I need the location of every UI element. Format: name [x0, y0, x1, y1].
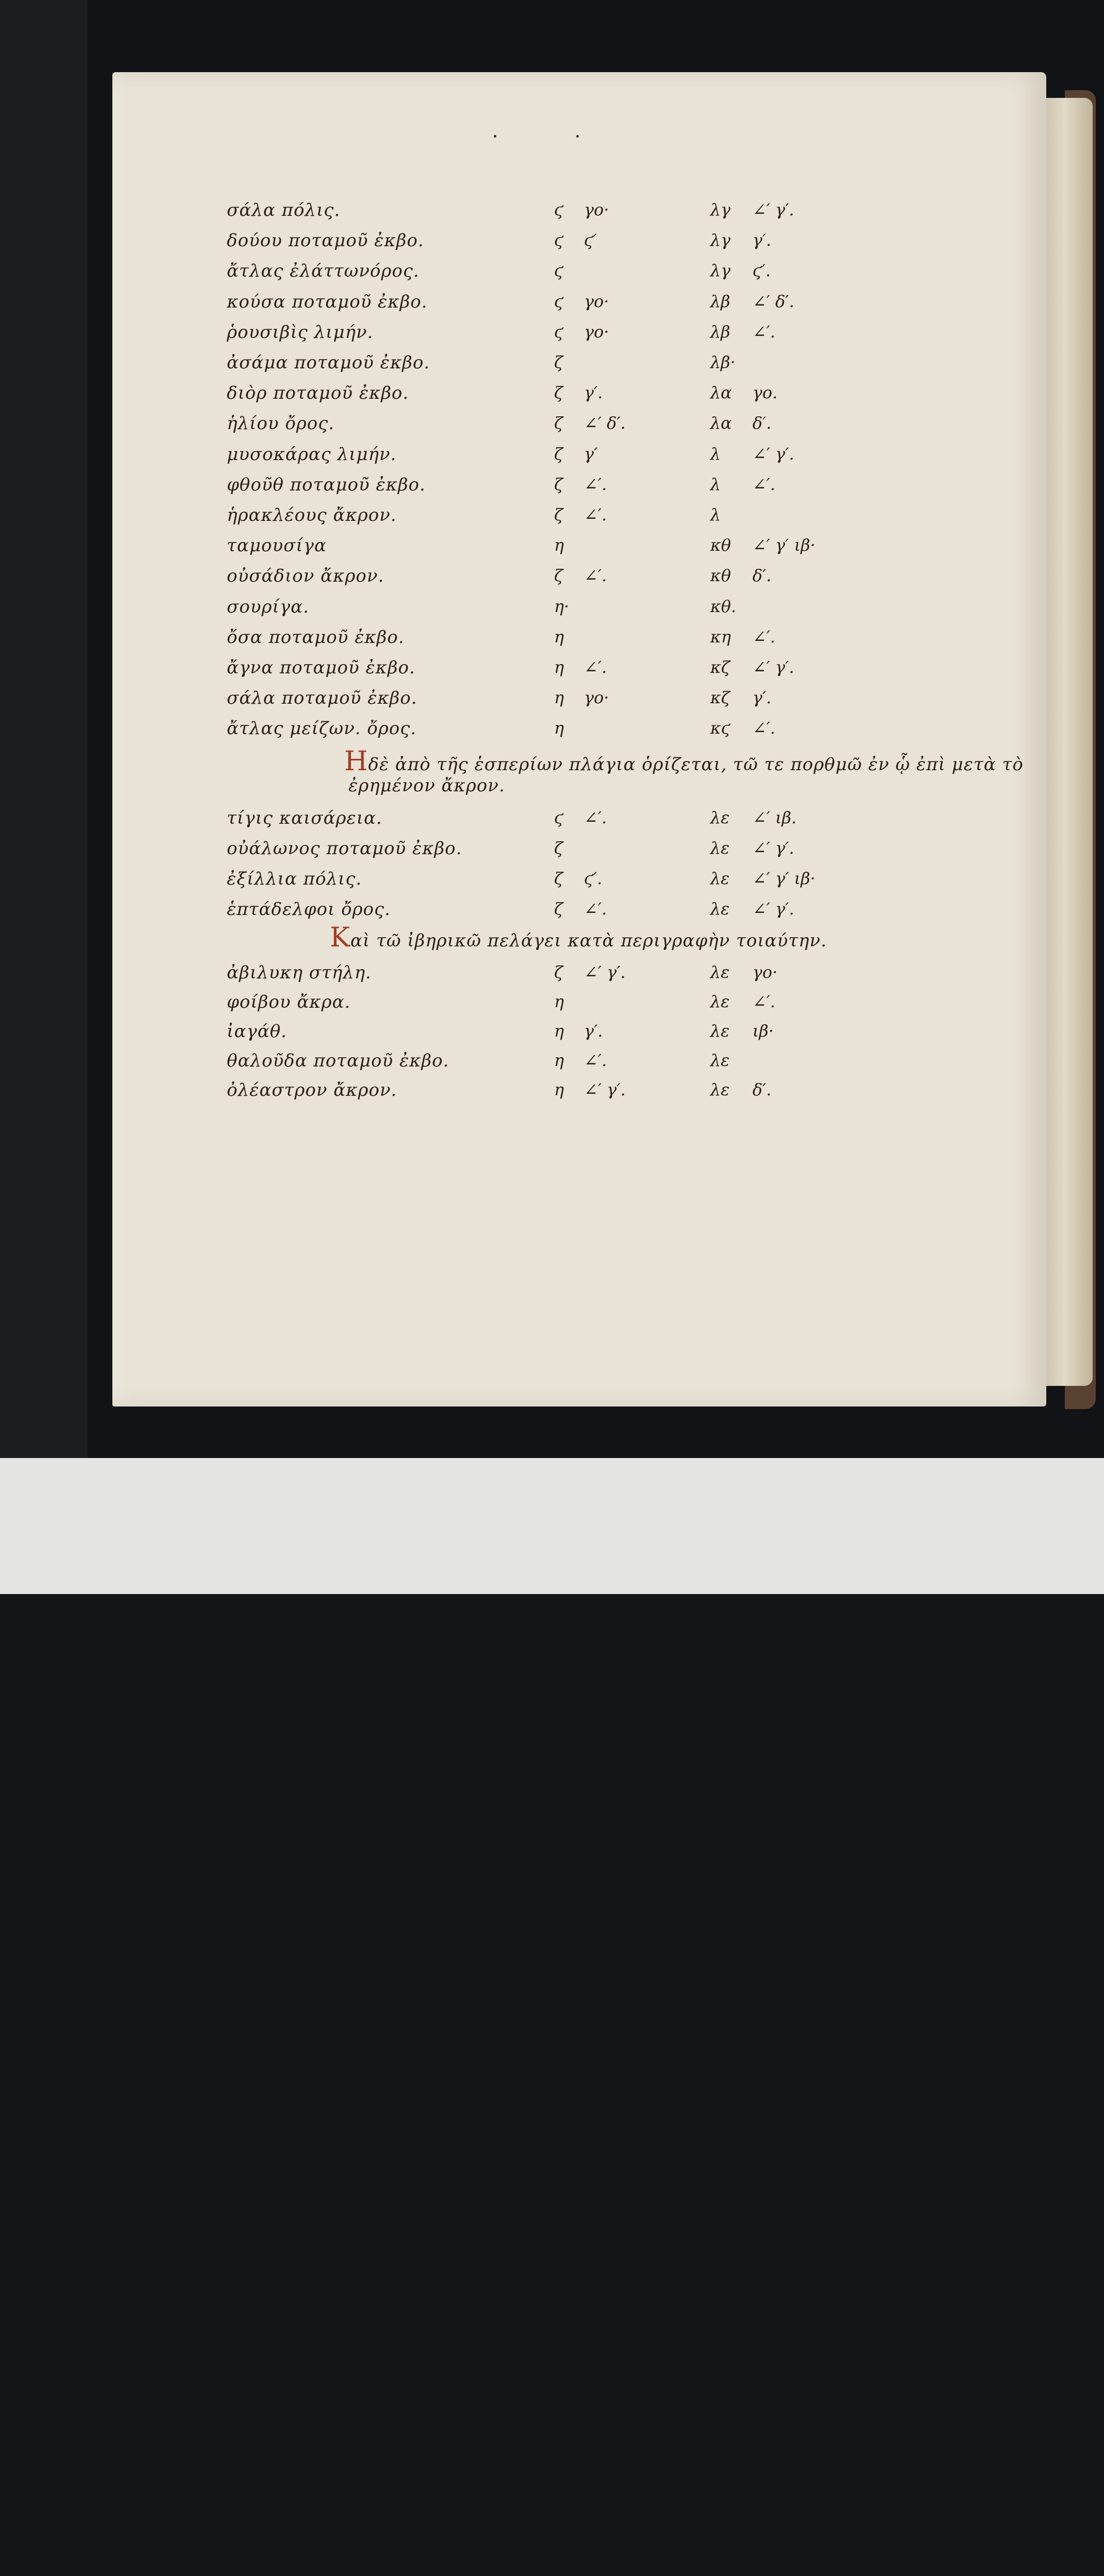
latitude-degrees: λε	[710, 838, 730, 858]
latitude-fraction: ∠′ γ′.	[752, 200, 794, 219]
longitude-degrees: η	[554, 718, 564, 738]
latitude-fraction: γο·	[752, 962, 778, 982]
longitude-fraction: ϛ′	[584, 230, 597, 250]
latitude-degrees: λβ	[710, 291, 730, 311]
longitude-degrees: ϛ	[554, 321, 563, 342]
longitude-degrees: η	[554, 688, 564, 708]
latitude-fraction: ∠′ γ′.	[752, 444, 794, 464]
latitude-degrees: κθ.	[710, 596, 737, 616]
longitude-degrees: η	[554, 1080, 564, 1099]
latitude-fraction: ∠′.	[752, 626, 776, 647]
latitude-fraction: ϛ′.	[752, 261, 771, 281]
place-name: θαλοῦδα ποταμοῦ ἐκβο.	[227, 1050, 449, 1071]
latitude-fraction: ∠′ ιβ.	[752, 808, 797, 827]
place-name: ταμουσίγα	[227, 535, 327, 556]
longitude-degrees: ζ	[554, 474, 563, 494]
latitude-fraction: ∠′.	[752, 992, 776, 1011]
latitude-fraction: ∠′ γ′ ιβ·	[752, 535, 816, 555]
place-name: ὄσα ποταμοῦ ἐκβο.	[227, 626, 405, 648]
longitude-fraction: ∠′.	[584, 505, 607, 524]
place-name: ἑπτάδελφοι ὄρος.	[227, 899, 391, 920]
latitude-degrees: λε	[710, 1050, 730, 1070]
place-name: ἀσάμα ποταμοῦ ἐκβο.	[227, 352, 430, 373]
latitude-degrees: κϛ	[710, 718, 730, 738]
longitude-degrees: ϛ	[554, 808, 563, 827]
section-rubric	[344, 746, 1024, 777]
latitude-degrees: κθ	[710, 535, 731, 555]
place-name: σάλα πόλις.	[227, 200, 341, 221]
longitude-fraction: γ′.	[584, 383, 603, 403]
latitude-fraction: γ′.	[752, 230, 772, 250]
longitude-fraction: γο·	[584, 321, 609, 342]
latitude-degrees: κζ	[710, 657, 730, 677]
longitude-degrees: ζ	[554, 505, 563, 524]
ink-dot	[576, 135, 579, 138]
place-name: ἡλίου ὄρος.	[227, 413, 334, 434]
latitude-degrees: λα	[710, 413, 732, 433]
place-name: μυσοκάρας λιμήν.	[227, 444, 397, 465]
longitude-degrees: ϛ	[554, 291, 563, 311]
place-name: ὀλέαστρον ἄκρον.	[227, 1080, 397, 1100]
place-name: ἐξίλλια πόλις.	[227, 869, 362, 889]
latitude-degrees: λβ·	[710, 352, 735, 372]
place-name: ῥουσιβὶς λιμήν.	[227, 321, 374, 343]
longitude-fraction: ∠′.	[584, 899, 607, 919]
rubric-continuation: ἐρημένον ἄκρον.	[348, 775, 505, 796]
longitude-degrees: η	[554, 992, 564, 1011]
place-name: ἄγνα ποταμοῦ ἐκβο.	[227, 657, 415, 678]
longitude-degrees: ζ	[554, 352, 563, 372]
place-name: τίγις καισάρεια.	[227, 808, 382, 828]
section-rubric	[330, 922, 827, 953]
place-name: σουρίγα.	[227, 596, 309, 617]
latitude-degrees: λ	[710, 474, 721, 494]
longitude-fraction: γ′	[584, 444, 598, 464]
latitude-degrees: κθ	[710, 566, 731, 586]
latitude-degrees: λε	[710, 992, 730, 1011]
latitude-degrees: λ	[710, 444, 721, 464]
longitude-fraction: ∠′.	[584, 657, 607, 677]
place-name: οὐάλωνος ποταμοῦ ἐκβο.	[227, 838, 462, 859]
place-name: σάλα ποταμοῦ ἐκβο.	[227, 688, 417, 709]
place-name: κούσα ποταμοῦ ἐκβο.	[227, 291, 428, 312]
latitude-fraction: ∠′ δ′.	[752, 291, 794, 311]
place-name: ἄτλας μείζων. ὄρος.	[227, 718, 417, 739]
longitude-degrees: ζ	[554, 413, 563, 433]
ink-dot	[494, 135, 496, 138]
longitude-degrees: ζ	[554, 962, 563, 982]
longitude-fraction: ∠′.	[584, 1050, 607, 1070]
latitude-degrees: λα	[710, 383, 732, 403]
place-name: δούου ποταμοῦ ἐκβο.	[227, 230, 424, 251]
rubric-initial: Η	[344, 746, 369, 777]
place-name: ἰαγάθ.	[227, 1021, 287, 1042]
longitude-degrees: η	[554, 1021, 564, 1041]
latitude-fraction: γ′.	[752, 688, 772, 708]
longitude-degrees: η	[554, 657, 564, 677]
longitude-degrees: ϛ	[554, 200, 563, 219]
page-edge	[1046, 98, 1093, 1386]
longitude-fraction: ∠′ γ′.	[584, 962, 626, 982]
latitude-fraction: ∠′ γ′.	[752, 657, 794, 677]
latitude-fraction: δ′.	[752, 1080, 772, 1099]
longitude-degrees: ϛ	[554, 230, 563, 250]
rubric-initial: Κ	[330, 922, 350, 953]
longitude-fraction: ∠′ γ′.	[584, 1080, 626, 1099]
latitude-degrees: λβ	[710, 321, 730, 342]
manuscript-page	[112, 72, 1046, 1406]
longitude-fraction: ∠′ δ′.	[584, 413, 626, 433]
longitude-degrees: ζ	[554, 444, 563, 464]
latitude-degrees: λε	[710, 1080, 730, 1099]
longitude-degrees: η	[554, 1050, 564, 1070]
longitude-degrees: η	[554, 535, 564, 555]
longitude-degrees: ζ	[554, 899, 563, 919]
latitude-fraction: ∠′ γ′ ιβ·	[752, 869, 816, 888]
latitude-fraction: ∠′.	[752, 718, 776, 738]
latitude-fraction: δ′.	[752, 566, 772, 586]
latitude-degrees: λγ	[710, 261, 731, 281]
latitude-degrees: λε	[710, 808, 730, 827]
place-name: φθοῦθ ποταμοῦ ἐκβο.	[227, 474, 426, 495]
longitude-fraction: γο·	[584, 688, 609, 708]
place-name: διὸρ ποταμοῦ ἐκβο.	[227, 383, 409, 404]
latitude-degrees: κζ	[710, 688, 730, 708]
place-name: ἡρακλέους ἄκρον.	[227, 505, 397, 526]
longitude-degrees: ζ	[554, 383, 563, 403]
latitude-degrees: λγ	[710, 200, 731, 219]
longitude-fraction: ∠′.	[584, 566, 607, 586]
rubric-text: αὶ τῶ ἰβηρικῶ πελάγει κατὰ περιγραφὴν τοιαύτην.	[350, 930, 827, 951]
longitude-degrees: ζ	[554, 838, 563, 858]
latitude-degrees: λγ	[710, 230, 731, 250]
longitude-degrees: ζ	[554, 566, 563, 586]
latitude-fraction: γο.	[752, 383, 778, 403]
longitude-fraction: γ′.	[584, 1021, 603, 1041]
longitude-degrees: ζ	[554, 869, 563, 888]
place-name: ἀβιλυκη στήλη.	[227, 962, 372, 983]
longitude-fraction: γο·	[584, 200, 609, 219]
longitude-degrees: ϛ	[554, 261, 563, 281]
place-name: οὐσάδιον ἄκρον.	[227, 566, 384, 587]
rubric-text: δὲ ἀπὸ τῆς ἑσπερίων πλάγια ὁρίζεται, τῶ τε πορθμῶ ἐν ᾧ ἐπὶ μετὰ τὸ	[368, 754, 1024, 775]
latitude-degrees: κη	[710, 626, 731, 647]
footer-bar	[0, 1458, 1104, 1594]
latitude-degrees: λε	[710, 1021, 730, 1041]
latitude-degrees: λε	[710, 962, 730, 982]
latitude-fraction: ιβ·	[752, 1021, 774, 1041]
latitude-fraction: δ′.	[752, 413, 772, 433]
latitude-degrees: λε	[710, 869, 730, 888]
latitude-degrees: λε	[710, 899, 730, 919]
longitude-degrees: η	[554, 626, 564, 647]
scan-background	[0, 0, 88, 1458]
longitude-fraction: γο·	[584, 291, 609, 311]
latitude-fraction: ∠′.	[752, 474, 776, 494]
place-name: ἄτλας ἐλάττωνόρος.	[227, 261, 420, 282]
longitude-degrees: η·	[554, 596, 570, 616]
longitude-fraction: ϛ′.	[584, 869, 603, 888]
place-name: φοίβου ἄκρα.	[227, 992, 351, 1012]
latitude-fraction: ∠′.	[752, 321, 776, 342]
longitude-fraction: ∠′.	[584, 808, 607, 827]
longitude-fraction: ∠′.	[584, 474, 607, 494]
latitude-fraction: ∠′ γ′.	[752, 838, 794, 858]
latitude-fraction: ∠′ γ′.	[752, 899, 794, 919]
latitude-degrees: λ	[710, 505, 721, 524]
